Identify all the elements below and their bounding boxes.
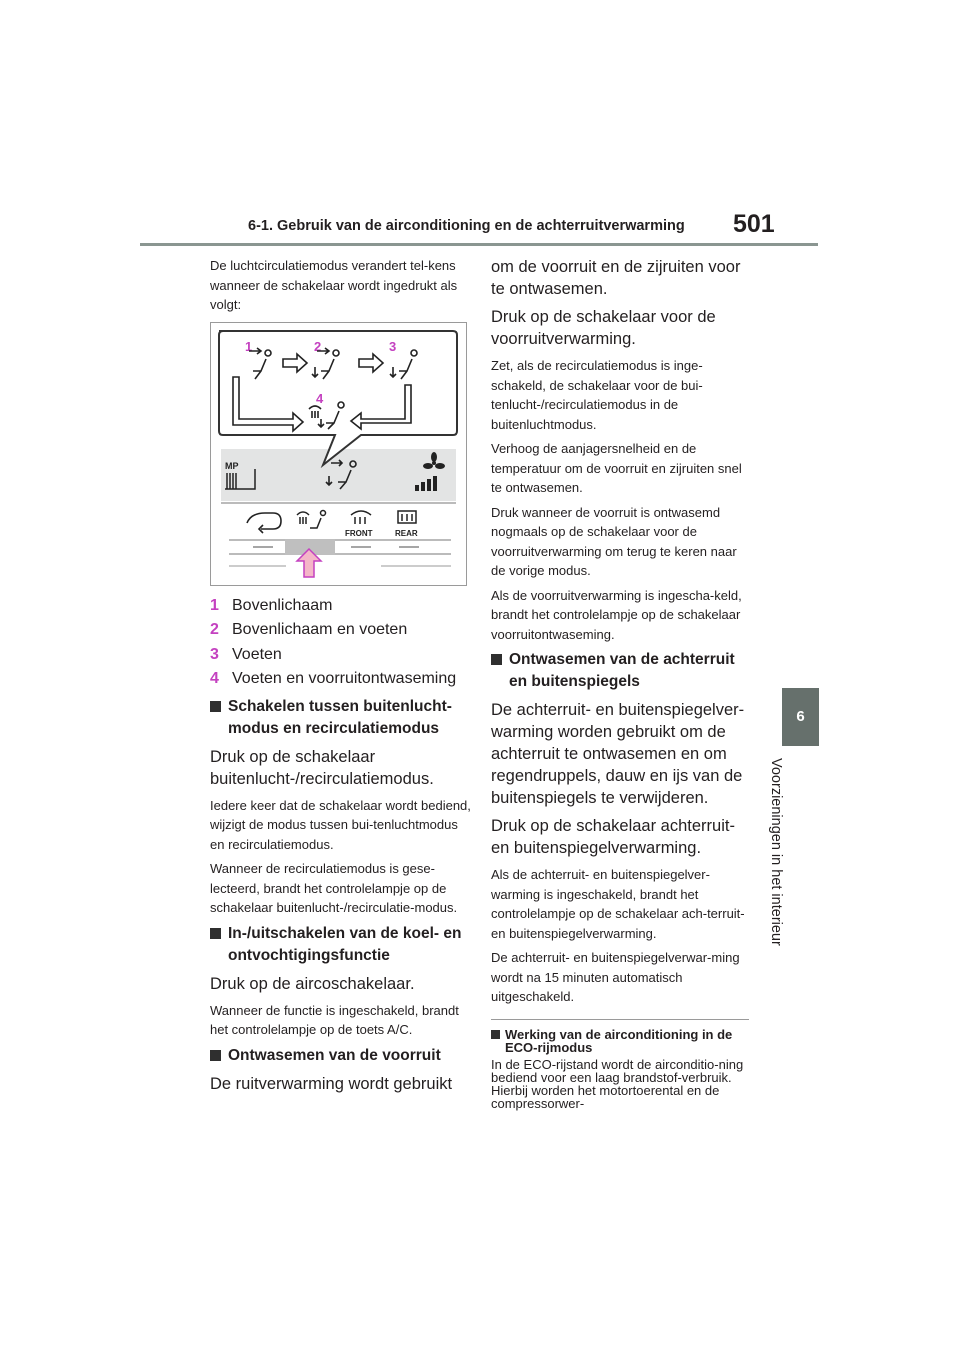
instruction-text: Druk op de schakelaar achterruit- en buitenspiegelverwarming. xyxy=(491,817,735,857)
mode-list-item: 2 Bovenlichaam en voeten xyxy=(210,621,408,638)
airflow-mode-diagram xyxy=(211,323,466,585)
body-text: Als de achterruit- en buitenspiegelver-warming is ingeschakeld, brandt het controlelampje op de schakelaar ach-terruit- en buitenspiegelverwarming. xyxy=(491,867,745,941)
mode-label-2: 2 xyxy=(314,338,322,354)
mode-list-item: 4 Voeten en voorruitontwaseming xyxy=(210,670,457,687)
page-number: 501 xyxy=(733,210,775,238)
body-text: De achterruit- en buitenspiegelverwar-ming wordt na 15 minuten automatisch uitgeschakeld. xyxy=(491,950,740,1004)
intro-text: De luchtcirculatiemodus verandert tel-kens wanneer de schakelaar wordt ingedrukt als volgt: xyxy=(210,258,458,312)
heading-cooling: In-/uitschakelen van de koel- en ontvochtigingsfunctie xyxy=(210,923,472,967)
body-text: Druk wanneer de voorruit is ontwasemd nogmaals op de schakelaar voor de voorruitverwarming om terug te keren naar de vorige modus. xyxy=(491,504,737,578)
body-text: Als de voorruitverwarming is ingescha-keld, brandt het controlelampje op de schakelaar voorruitontwaseming. xyxy=(491,587,742,642)
instruction-text: De achterruit- en buitenspiegelver-warming worden gebruikt om de achterruit te ontwasemen en om regendruppels, dauw en ijs van de buitenspiegels te verwijderen. xyxy=(491,701,745,807)
instruction-text: Druk op de schakelaar buitenlucht-/recirculatiemodus. xyxy=(210,747,434,788)
note-divider xyxy=(491,1019,749,1020)
mode-list-item: 3 Voeten xyxy=(210,645,282,663)
heading-defog-rear: Ontwasemen van de achterruit en buitenspiegels xyxy=(491,649,749,693)
bullet-square-icon xyxy=(491,654,502,665)
front-button-label[interactable]: FRONT xyxy=(345,528,373,538)
airflow-mode-figure xyxy=(210,322,467,586)
mode-label-4: 4 xyxy=(316,390,324,406)
instruction-text: Druk op de schakelaar voor de voorruitverwarming. xyxy=(491,308,716,348)
body-text: Zet, als de recirculatiemodus is inge-schakeld, de schakelaar voor de bui-tenlucht-/recirculatiemodus in de buitenluchtmodus. xyxy=(491,358,703,432)
header-divider xyxy=(140,243,818,246)
mode-list-item: 1 Bovenlichaam xyxy=(210,596,333,614)
left-column xyxy=(210,256,472,1101)
right-column xyxy=(491,256,749,1110)
note-text: In de ECO-rijstand wordt de airconditio-ning bediend voor een laag brandstof-verbruik. Hierbij worden het motortoerental en de compressorwer- xyxy=(491,1056,744,1111)
heading-defog-windshield: Ontwasemen van de voorruit xyxy=(210,1045,472,1067)
instruction-text: De ruitverwarming wordt gebruikt xyxy=(210,1074,453,1093)
bullet-square-icon xyxy=(491,1030,500,1039)
instruction-text: om de voorruit en de zijruiten voor te ontwasemen. xyxy=(491,258,741,298)
body-text: Iedere keer dat de schakelaar wordt bediend, wijzigt de modus tussen bui-tenluchtmodus en recirculatiemodus. xyxy=(210,797,471,852)
instruction-text: Druk op de aircoschakelaar. xyxy=(210,974,415,993)
body-text: Verhoog de aanjagersnelheid en de temperatuur om de voorruit en zijruiten snel te ontwasemen. xyxy=(491,441,742,495)
mode-label-1: 1 xyxy=(245,338,253,354)
chapter-side-label: Voorzieningen in het interieur xyxy=(768,758,784,946)
bullet-square-icon xyxy=(210,928,221,939)
body-text: Wanneer de functie is ingeschakeld, brandt het controlelampje op de toets A/C. xyxy=(210,1002,459,1037)
mode-list xyxy=(210,594,472,692)
body-text: Wanneer de recirculatiemodus is gese-lecteerd, brandt het controlelampje op de schakelaar buitenlucht-/recirculatie-modus. xyxy=(210,861,458,915)
bullet-square-icon xyxy=(210,1050,221,1061)
display-mp-text: MP xyxy=(225,460,239,471)
rear-button-label[interactable]: REAR xyxy=(395,528,418,538)
note-heading: Werking van de airconditioning in de ECO-rijmodus xyxy=(491,1028,749,1054)
display-panel xyxy=(221,449,456,501)
heading-recirculation: Schakelen tussen buitenlucht-modus en recirculatiemodus xyxy=(210,696,472,740)
bullet-square-icon xyxy=(210,701,221,712)
chapter-tab[interactable]: 6 xyxy=(782,688,819,746)
mode-label-3: 3 xyxy=(389,338,397,354)
section-title: 6-1. Gebruik van de airconditioning en de achterruitverwarming xyxy=(248,218,685,234)
